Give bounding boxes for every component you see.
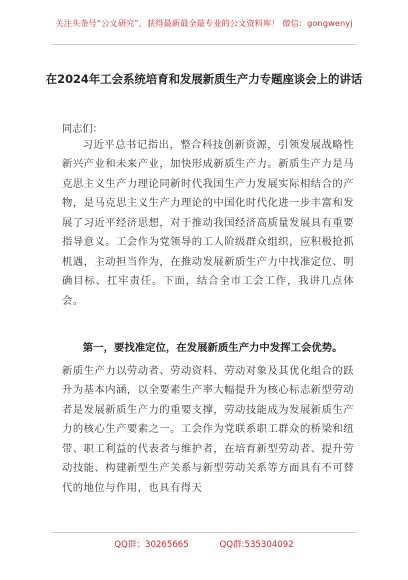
- greeting: 同志们：: [62, 124, 103, 135]
- section-paragraph-1: 新质生产力以劳动者、劳动资料、劳动对象及其优化组合的跃升为基本内涵，以全要素生产率大幅提升为核心标志新型劳动者是发展新质生产力的重要支撑，劳动技能成为发展新质生产力的核心生产要素之一。工会作为党联系职工群众的桥梁和纽带、职工利益的代表者与维护者，在培育新型劳动者、提升劳动技能、构建新型生产关系与新型劳动关系等方面具有不可替代的地位与作用，也具有得天: [62, 365, 354, 494]
- footer-qq-group-1: QQ群：30265665: [114, 540, 189, 550]
- footer-qq-group-2: QQ群:535304092: [219, 540, 294, 550]
- footer: [0, 538, 408, 550]
- intro-body: [62, 136, 354, 311]
- document-title: 在2024年工会系统培育和发展新质生产力专题座谈会上的讲话: [45, 72, 363, 86]
- footer-divider: [52, 532, 356, 533]
- header-divider: [52, 44, 356, 45]
- section-body-1: [62, 362, 354, 498]
- header-banner: 关注头条号“公文研究”，获得最新最全最专业的公文资料库！ 微信：gongwenyj: [55, 18, 353, 28]
- section-heading-1: 第一，要找准定位，在发展新质生产力中发挥工会优势。: [82, 342, 343, 354]
- intro-paragraph: 习近平总书记指出，整合科技创新资源，引领发展战略性新兴产业和未来产业，加快形成新质生产力。新质生产力是马克思主义生产力理论同新时代我国生产力发展实际相结合的产物，是马克思主义生产力理论的中国化时代化进一步丰富和发展了习近平经济思想，对于推动我国经济高质量发展具有重要指导意义。工会作为党领导的工人阶级群众组织，应积极抢抓机遇，主动担当作为，在推动发展新质生产力中找准定位、明确目标、扛牢责任。下面，结合全市工会工作，我讲几点体会。: [62, 139, 354, 307]
